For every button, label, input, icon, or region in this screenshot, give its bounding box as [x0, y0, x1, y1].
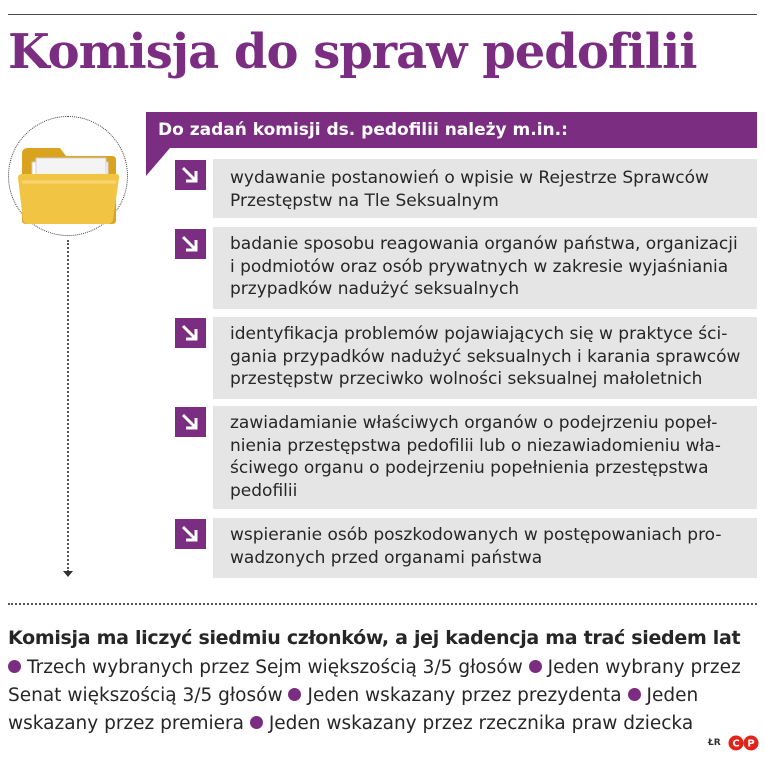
timeline-arrow-icon — [63, 571, 73, 577]
arrow-down-right-icon — [175, 160, 206, 190]
bullet-dot-icon — [8, 660, 21, 673]
composition-heading: Komisja ma liczyć siedmiu członków, a jej kadencja ma trać siedem lat — [8, 627, 741, 649]
duty-item — [213, 518, 757, 578]
members-list — [8, 654, 760, 738]
arrow-down-right-icon — [175, 318, 206, 348]
folder-badge — [8, 116, 128, 236]
duty-item — [213, 317, 757, 399]
arrow-down-right-icon — [175, 407, 206, 437]
duty-item-text: zawiadamianie właściwych organów o podejrzeniu popeł- nienia przestępstwa pedofilii lub o niezawiadomieniu wła- ściwego organu o podejrzeniu popełnienia przestępstwa pedofilii — [230, 413, 721, 501]
top-rule — [8, 14, 757, 15]
duty-item — [213, 406, 757, 509]
svg-text:P: P — [747, 738, 755, 750]
bullet-dot-icon — [250, 716, 263, 729]
arrow-down-right-icon — [175, 229, 206, 259]
bullet-dot-icon — [628, 688, 641, 701]
duties-header — [146, 112, 757, 148]
author-credit: ŁR — [708, 738, 721, 748]
member-text: Trzech wybranych przez Sejm większością 3/5 głosów — [27, 657, 523, 678]
duty-item — [213, 227, 757, 309]
member-text: Jeden wybrany przez Senat większością 3/5 głosów — [8, 657, 741, 706]
member-item — [250, 713, 693, 734]
timeline-line — [67, 240, 69, 572]
svg-text:C: C — [732, 738, 740, 750]
publisher-logo — [728, 734, 760, 752]
header-tail — [146, 148, 170, 176]
bullet-dot-icon — [288, 688, 301, 701]
duties-header-text: Do zadań komisji ds. pedofilii należy m.in.: — [158, 120, 568, 140]
section-divider — [8, 603, 757, 605]
member-item — [288, 685, 621, 706]
duty-item-text: badanie sposobu reagowania organów państwa, organizacji i podmiotów oraz osób prywatnych w zakresie wyjaśniania przypadków nadużyć seksualnych — [230, 234, 738, 299]
folder-icon — [16, 136, 122, 232]
bullet-dot-icon — [529, 660, 542, 673]
member-text: Jeden wskazany przez rzecznika praw dziecka — [268, 713, 694, 734]
duty-item — [213, 159, 757, 218]
arrow-down-right-icon — [175, 519, 206, 549]
member-text: Jeden wskazany przez premiera — [8, 685, 699, 734]
member-text: Jeden wskazany przez prezydenta — [307, 685, 622, 706]
member-item — [8, 657, 523, 678]
duty-item-text: wydawanie postanowień o wpisie w Rejestrze Sprawców Przestępstw na Tle Seksualnym — [230, 168, 709, 211]
duty-item-text: identyfikacja problemów pojawiających się w praktyce ści- gania przypadków nadużyć seksualnych i karania sprawców przestępstw przeciwko wolności seksualnej małoletnich — [230, 324, 741, 389]
page-title: Komisja do spraw pedofilii — [8, 24, 697, 80]
duty-item-text: wspieranie osób poszkodowanych w postępowaniach pro- wadzonych przed organami państwa — [230, 525, 722, 568]
